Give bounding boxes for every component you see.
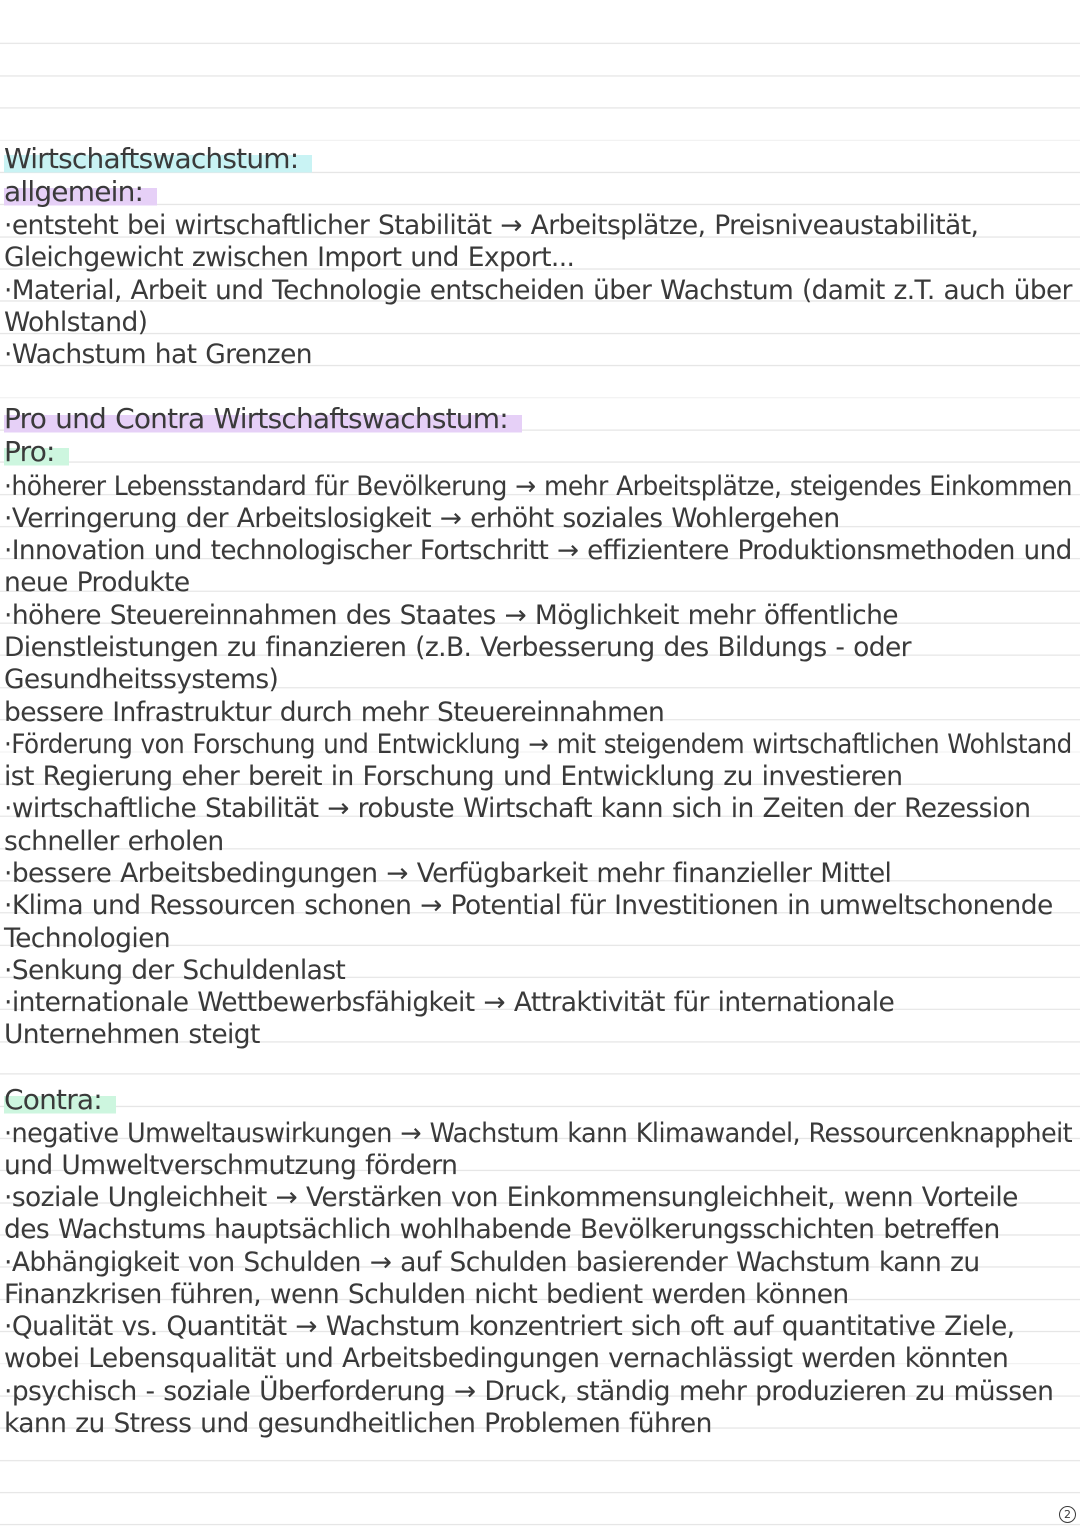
contra-line: ·negative Umweltauswirkungen → Wachstum kann Klimawandel, Ressourcenknappheit — [4, 1118, 1073, 1149]
pro-line: ·Innovation und technologischer Fortschritt → effizientere Produktionsmethoden und — [4, 535, 1072, 566]
pro-line: ·Senkung der Schuldenlast — [4, 955, 346, 986]
pro-line: schneller erholen — [4, 826, 224, 857]
pro-contra-heading — [4, 403, 1072, 435]
pro-line: ·Verringerung der Arbeitslosigkeit → erhöht soziales Wohlergehen — [4, 503, 840, 534]
pro-line: bessere Infrastruktur durch mehr Steuereinnahmen — [4, 697, 665, 728]
contra-line: ·Qualität vs. Quantität → Wachstum konzentriert sich oft auf quantitative Ziele, — [4, 1311, 1015, 1342]
pro-heading — [4, 436, 1072, 468]
pro-line: Unternehmen steigt — [4, 1019, 260, 1050]
contra-line: wobei Lebensqualität und Arbeitsbedingungen vernachlässigt werden könnten — [4, 1343, 1009, 1374]
contra-line: des Wachstums hauptsächlich wohlhabende Bevölkerungsschichten betreffen — [4, 1214, 1000, 1245]
pro-heading-text: Pro: — [4, 435, 69, 468]
allgemein-line: Gleichgewicht zwischen Import und Export... — [4, 242, 575, 273]
allgemein-heading-text: allgemein: — [4, 175, 157, 208]
pro-line: Technologien — [4, 923, 171, 954]
contra-heading-text: Contra: — [4, 1083, 116, 1116]
title-heading — [4, 143, 1072, 175]
contra-line: Finanzkrisen führen, wenn Schulden nicht bedient werden können — [4, 1279, 849, 1310]
contra-line: ·soziale Ungleichheit → Verstärken von Einkommensungleichheit, wenn Vorteile — [4, 1182, 1018, 1213]
pro-line: ·wirtschaftliche Stabilität → robuste Wirtschaft kann sich in Zeiten der Rezession — [4, 793, 1031, 824]
pro-contra-heading-text: Pro und Contra Wirtschaftswachstum: — [4, 402, 522, 435]
title-heading-text: Wirtschaftswachstum: — [4, 142, 312, 175]
pro-line: ·höherer Lebensstandard für Bevölkerung → mehr Arbeitsplätze, steigendes Einkommen — [4, 471, 1073, 502]
page-number: 2 — [1059, 1506, 1076, 1523]
pro-line: Dienstleistungen zu finanzieren (z.B. Verbesserung des Bildungs - oder — [4, 632, 911, 663]
contra-line: ·psychisch - soziale Überforderung → Druck, ständig mehr produzieren zu müssen — [4, 1376, 1054, 1407]
pro-line: ·höhere Steuereinnahmen des Staates → Möglichkeit mehr öffentliche — [4, 600, 898, 631]
pro-line: ist Regierung eher bereit in Forschung und Entwicklung zu investieren — [4, 761, 903, 792]
pro-line: Gesundheitssystems) — [4, 664, 279, 695]
allgemein-line: ·entsteht bei wirtschaftlicher Stabilität → Arbeitsplätze, Preisniveaustabilität, — [4, 210, 979, 241]
pro-line: ·Klima und Ressourcen schonen → Potential für Investitionen in umweltschonende — [4, 890, 1053, 921]
allgemein-line: ·Wachstum hat Grenzen — [4, 339, 312, 370]
pro-line: ·internationale Wettbewerbsfähigkeit → Attraktivität für internationale — [4, 987, 895, 1018]
allgemein-heading — [4, 176, 1072, 208]
contra-line: und Umweltverschmutzung fördern — [4, 1150, 458, 1181]
pro-line: ·bessere Arbeitsbedingungen → Verfügbarkeit mehr finanzieller Mittel — [4, 858, 892, 889]
contra-line: ·Abhängigkeit von Schulden → auf Schulden basierender Wachstum kann zu — [4, 1247, 980, 1278]
allgemein-line: ·Material, Arbeit und Technologie entscheiden über Wachstum (damit z.T. auch über — [4, 275, 1072, 306]
contra-heading — [4, 1084, 1072, 1116]
pro-line: ·Förderung von Forschung und Entwicklung → mit steigendem wirtschaftlichen Wohlstand — [4, 729, 1072, 760]
pro-line: neue Produkte — [4, 567, 190, 598]
allgemein-line: Wohlstand) — [4, 307, 148, 338]
contra-line: kann zu Stress und gesundheitlichen Problemen führen — [4, 1408, 712, 1439]
